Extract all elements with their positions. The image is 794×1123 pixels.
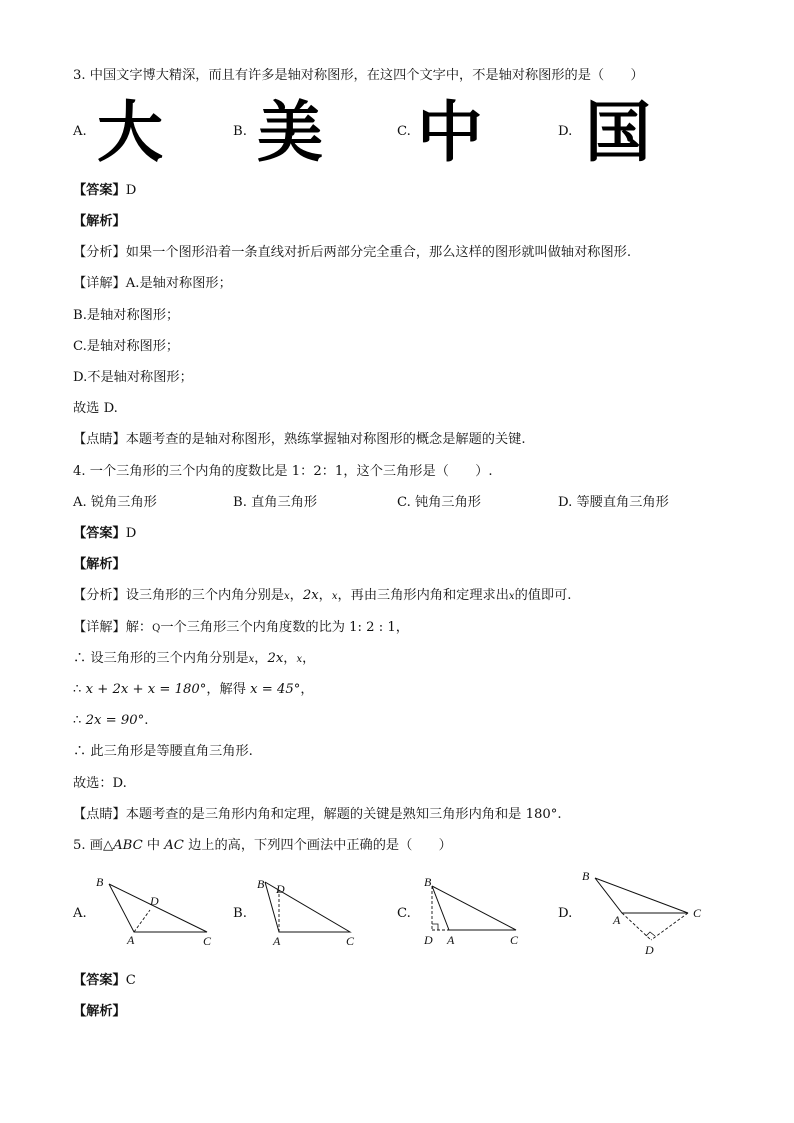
q4-step-4	[73, 743, 253, 761]
q4-step-2	[73, 681, 314, 699]
q5-figure-a-label-c: C	[203, 934, 212, 948]
therefore-symbol: ∴	[73, 651, 87, 666]
q5-figure-d-height-line	[651, 913, 688, 940]
q5-figure-c-label-d: D	[424, 933, 433, 947]
q4-fenxi	[73, 587, 572, 606]
q5-figure-a-triangle	[109, 884, 207, 932]
q5-figure-a-label-d: D	[150, 894, 159, 908]
q5-stem-part-c: 边上的高，下列四个画法中正确的是（ ）	[183, 838, 452, 853]
q5-figure-c-label-c: C	[510, 933, 519, 947]
q4-step-3: ∴ 2x = 90°.	[73, 713, 149, 728]
q4-var-x: x	[248, 654, 255, 665]
q5-answer-tag: 【答案】	[73, 973, 126, 988]
q3-fenxi: 【分析】如果一个图形沿着一条直线对折后两部分完全重合，那么这样的图形就叫做轴对称图形.	[73, 245, 632, 260]
q4-fenxi-part-b: ，再由三角形内角和定理求出	[337, 588, 509, 603]
therefore-symbol: ∴	[73, 713, 82, 728]
q5-option-d-label: D.	[558, 906, 573, 921]
q3-option-d-image	[584, 94, 652, 171]
q4-step-3-equation: 2x = 90°	[85, 713, 145, 728]
q5-figure-b	[252, 868, 362, 948]
q5-stem-part-b: 中	[142, 838, 165, 853]
q5-stem-ac: AC	[164, 838, 184, 853]
q5-figure-a-label-b: B	[96, 875, 104, 889]
q3-option-b-label: B.	[233, 124, 247, 139]
q4-sep: ，	[318, 588, 332, 603]
q4-var-2x: 2x	[302, 588, 319, 603]
q4-step-2-equation: x + 2x + x = 180°	[85, 682, 207, 697]
q3-line-d: D.不是轴对称图形；	[73, 370, 193, 385]
q4-fenxi-part-a: 【分析】设三角形的三个内角分别是	[73, 588, 284, 603]
q5-stem-part-a: 5. 画△	[73, 838, 114, 853]
q4-sep: ，	[300, 682, 314, 697]
q5-figure-d-extension-line	[622, 913, 651, 940]
therefore-symbol: ∴	[73, 682, 82, 697]
q4-option-a: A. 锐角三角形	[73, 495, 157, 510]
q3-option-c-label: C.	[397, 124, 411, 139]
q4-step-4-text: 此三角形是等腰直角三角形.	[90, 744, 253, 759]
q5-stem-abc: ABC	[113, 838, 143, 853]
q5-figure-d-label-d: D	[645, 943, 654, 957]
q4-xiangjie	[73, 619, 409, 638]
q4-step-2-result: x = 45°	[250, 682, 301, 697]
q3-line-b: B.是轴对称图形；	[73, 308, 180, 323]
q3-dianjing: 【点睛】本题考查的是轴对称图形，熟练掌握轴对称图形的概念是解题的关键.	[73, 432, 526, 447]
q5-stem	[73, 837, 452, 855]
q5-figure-d-label-b: B	[582, 869, 590, 883]
q3-choose: 故选 D.	[73, 401, 118, 416]
q5-figure-b-label-d: D	[276, 882, 285, 896]
q4-xiangjie-part-a: 【详解】解：	[73, 620, 153, 635]
q3-line-c: C.是轴对称图形；	[73, 339, 180, 354]
q4-var-x: x	[508, 591, 515, 602]
q4-stem: 4. 一个三角形的三个内角的度数比是 1：2：1，这个三角形是（ ）.	[73, 464, 493, 479]
q5-figure-d	[578, 866, 718, 958]
q5-option-a-label: A.	[73, 906, 87, 921]
q4-answer-tag: 【答案】	[73, 526, 126, 541]
q4-sep: ，	[283, 651, 297, 666]
q3-analysis-tag: 【解析】	[73, 214, 126, 229]
q4-answer-value: D	[125, 526, 137, 541]
q5-answer	[73, 972, 136, 990]
q4-fenxi-part-c: 的值即可.	[514, 588, 572, 603]
q3-option-d-char: 国	[585, 94, 651, 171]
therefore-symbol: ∴	[73, 744, 87, 759]
q5-figure-a	[90, 868, 220, 948]
q5-figure-c-label-a: A	[447, 933, 455, 947]
q3-answer-tag: 【答案】	[73, 183, 126, 198]
q3-option-a-image	[94, 94, 166, 171]
q3-stem: 3. 中国文字博大精深，而且有许多是轴对称图形，在这四个文字中，不是轴对称图形的是（ ）	[73, 68, 644, 83]
q5-figure-b-label-a: A	[273, 934, 281, 948]
q3-xiangjie: 【详解】A.是轴对称图形；	[73, 276, 232, 291]
q4-analysis-tag: 【解析】	[73, 557, 126, 572]
q4-answer	[73, 525, 136, 543]
q4-step-1	[73, 650, 315, 669]
q5-figure-c-label-b: B	[424, 875, 432, 889]
q4-step-2-text: ，解得	[206, 682, 246, 697]
q5-option-c-label: C.	[397, 906, 411, 921]
q3-option-a-label: A.	[73, 124, 87, 139]
q5-figure-d-right-angle	[646, 932, 655, 936]
q3-answer-value: D	[125, 183, 137, 198]
q5-figure-b-label-c: C	[346, 934, 355, 948]
q3-option-b-image	[252, 94, 328, 171]
q4-var-x: x	[331, 591, 338, 602]
q5-figure-a-height-line	[134, 910, 150, 932]
q5-answer-value: C	[125, 973, 136, 988]
q5-analysis-tag: 【解析】	[73, 1004, 126, 1019]
q5-option-b-label: B.	[233, 906, 247, 921]
q5-figure-c	[418, 868, 528, 948]
q4-sep: ，	[289, 588, 303, 603]
q3-option-a-char: 大	[97, 94, 163, 171]
q3-option-c-char: 中	[417, 94, 483, 171]
q4-sep: ，	[302, 651, 316, 666]
q4-choose: 故选：D.	[73, 776, 127, 791]
q4-var-x: x	[284, 591, 290, 602]
q4-option-d: D. 等腰直角三角形	[558, 495, 669, 510]
q5-figure-d-label-a: A	[613, 913, 621, 927]
q4-var-2x: 2x	[267, 651, 284, 666]
q5-figure-b-label-b: B	[257, 877, 265, 891]
q4-sep: ，	[254, 651, 268, 666]
because-symbol: Q	[152, 623, 161, 634]
q3-option-c-image	[416, 94, 484, 171]
q3-option-d-label: D.	[558, 124, 573, 139]
q4-xiangjie-part-b: 一个三角形三个内角度数的比为 1: 2 : 1，	[160, 620, 409, 635]
q5-figure-d-triangle	[595, 878, 688, 913]
q4-dianjing: 【点睛】本题考查的是三角形内角和定理，解题的关键是熟知三角形内角和是 180°.	[73, 807, 562, 822]
q5-figure-a-label-a: A	[127, 933, 135, 947]
q3-option-b-char: 美	[257, 94, 323, 171]
q4-step-1-text: 设三角形的三个内角分别是	[90, 651, 249, 666]
q5-figure-d-label-c: C	[693, 906, 702, 920]
q4-option-b: B. 直角三角形	[233, 495, 318, 510]
q4-option-c: C. 钝角三角形	[397, 495, 481, 510]
q5-figure-c-triangle	[432, 886, 516, 930]
q3-answer	[73, 182, 136, 200]
q5-figure-c-right-angle	[432, 924, 438, 930]
q4-var-x: x	[296, 654, 303, 665]
